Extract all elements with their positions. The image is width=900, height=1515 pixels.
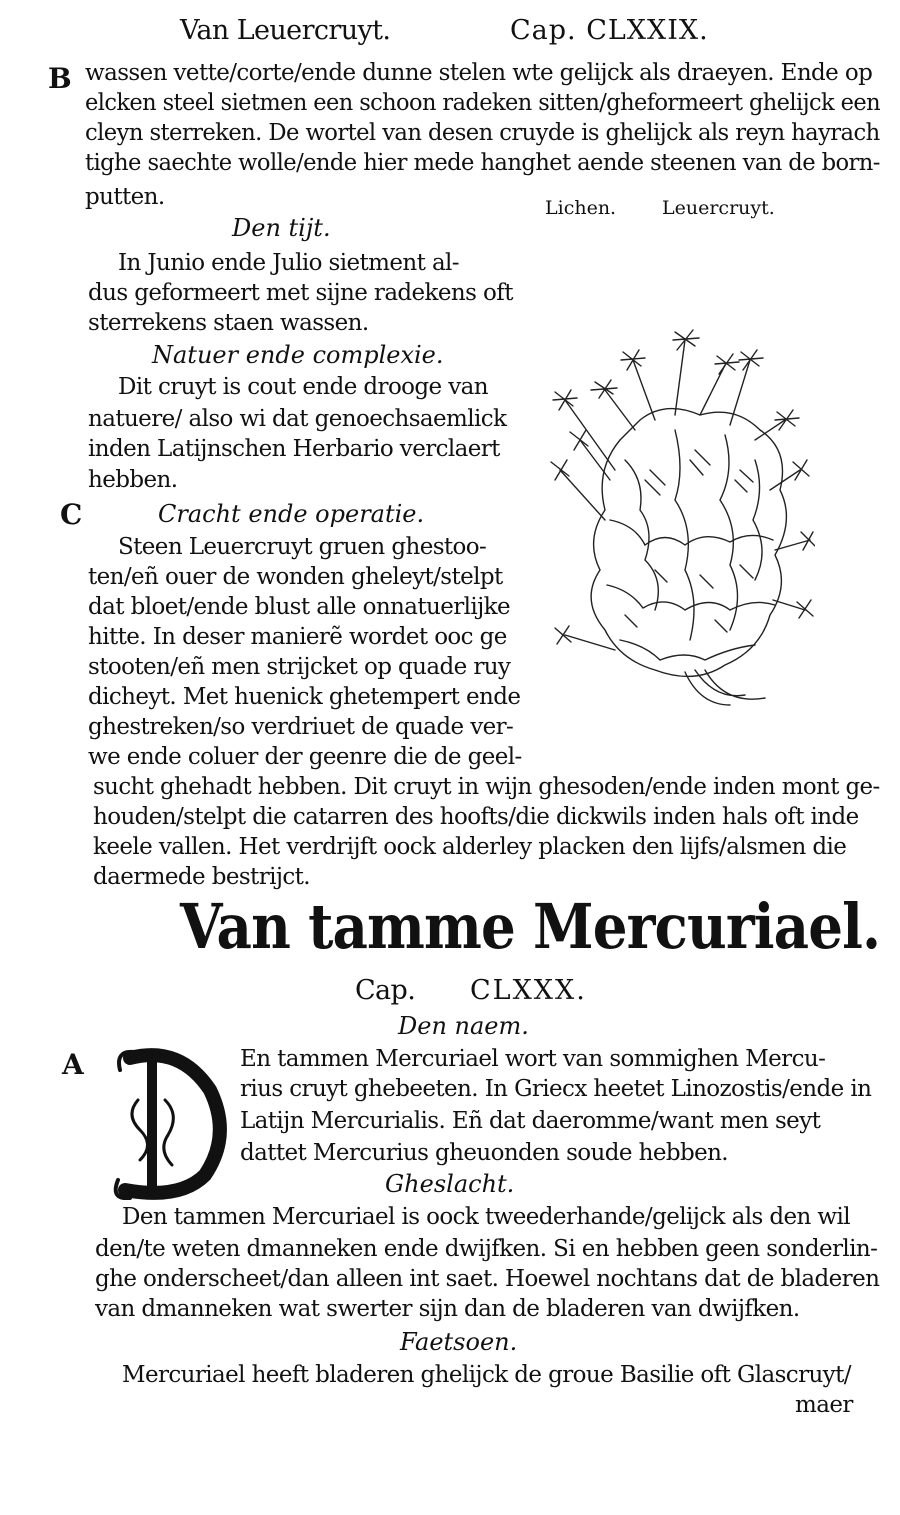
text-line: Latijn Mercurialis. Eñ dat daeromme/want men seyt <box>240 1108 821 1134</box>
running-title: Van Leuercruyt. <box>180 15 391 46</box>
text-line: tighe saechte wolle/ende hier mede hanghet aende steenen van de born- <box>85 150 880 176</box>
text-line: dus geformeert met sijne radekens oft <box>88 280 513 306</box>
text-line: keele vallen. Het verdrijft oock alderley placken den lijfs/alsmen die <box>93 834 847 860</box>
section-heading-naem: Den naem. <box>398 1012 529 1040</box>
text-line: sterrekens staen wassen. <box>88 310 369 336</box>
margin-marker-a: A <box>62 1048 84 1081</box>
section-heading-cracht: Cracht ende operatie. <box>158 500 425 528</box>
text-line: houden/stelpt die catarren des hoofts/die dickwils inden hals oft inde <box>93 804 859 830</box>
text-line: natuere/ also wi dat genoechsaemlick <box>88 406 507 432</box>
text-line: Steen Leuercruyt gruen ghestoo- <box>118 534 487 560</box>
margin-marker-b: B <box>48 62 72 95</box>
figure-caption-dutch: Leuercruyt. <box>662 197 775 219</box>
text-line: hitte. In deser manierẽ wordet ooc ge <box>88 624 507 650</box>
text-line: cleyn sterreken. De wortel van desen cruyde is ghelijck als reyn hayrach <box>85 120 880 146</box>
text-line: ghe onderscheet/dan alleen int saet. Hoewel nochtans dat de bladeren <box>95 1266 880 1292</box>
section-heading-natuer: Natuer ende complexie. <box>152 341 444 369</box>
text-line: van dmanneken wat swerter sijn dan de bladeren van dwijfken. <box>95 1296 800 1322</box>
text-line: putten. <box>85 184 165 210</box>
text-line: inden Latijnschen Herbario verclaert <box>88 436 500 462</box>
text-line: daermede bestrijct. <box>93 864 311 890</box>
text-line: Den tammen Mercuriael is oock tweederhande/gelijck als den wil <box>122 1204 851 1230</box>
catchword: maer <box>795 1392 853 1418</box>
text-line: dat bloet/ende blust alle onnatuerlijke <box>88 594 511 620</box>
text-line: den/te weten dmanneken ende dwijfken. Si en hebben geen sonderlin- <box>95 1236 878 1262</box>
text-line: dattet Mercurius gheuonden soude hebben. <box>240 1140 729 1166</box>
chapter-label: Cap. <box>355 975 416 1006</box>
section-heading-facetsoen: Faetsoen. <box>400 1328 518 1356</box>
text-line: rius cruyt ghebeeten. In Griecx heetet Linozostis/ende in <box>240 1076 872 1102</box>
text-line: we ende coluer der geenre die de geel- <box>88 744 522 770</box>
decorated-initial-d <box>110 1040 230 1200</box>
text-line: En tammen Mercuriael wort van sommighen Mercu- <box>240 1046 826 1072</box>
leuercruyt-woodcut-illustration <box>525 320 815 710</box>
text-line: stooten/eñ men strijcket op quade ruy <box>88 654 511 680</box>
figure-caption-latin: Lichen. <box>545 197 617 219</box>
margin-marker-c: C <box>60 498 83 531</box>
section-heading-tijt: Den tijt. <box>232 214 331 242</box>
chapter-number: CLXXX. <box>470 975 587 1006</box>
text-line: Dit cruyt is cout ende drooge van <box>118 374 488 400</box>
chapter-number: Cap. CLXXIX. <box>510 15 709 46</box>
text-line: hebben. <box>88 467 178 493</box>
chapter-title: Van tamme Mercuriael. <box>180 890 881 963</box>
text-line: dicheyt. Met huenick ghetempert ende <box>88 684 521 710</box>
text-line: ghestreken/so verdriuet de quade ver- <box>88 714 514 740</box>
section-heading-geslacht: Gheslacht. <box>385 1170 515 1198</box>
text-line: wassen vette/corte/ende dunne stelen wte gelijck als draeyen. Ende op <box>85 60 873 86</box>
text-line: elcken steel sietmen een schoon radeken sitten/gheformeert ghelijck een <box>85 90 880 116</box>
text-line: Mercuriael heeft bladeren ghelijck de groue Basilie oft Glascruyt/ <box>122 1362 851 1388</box>
text-line: ten/eñ ouer de wonden gheleyt/stelpt <box>88 564 503 590</box>
text-line: sucht ghehadt hebben. Dit cruyt in wijn ghesoden/ende inden mont ge- <box>93 774 880 800</box>
text-line: In Junio ende Julio sietment al- <box>118 250 459 276</box>
